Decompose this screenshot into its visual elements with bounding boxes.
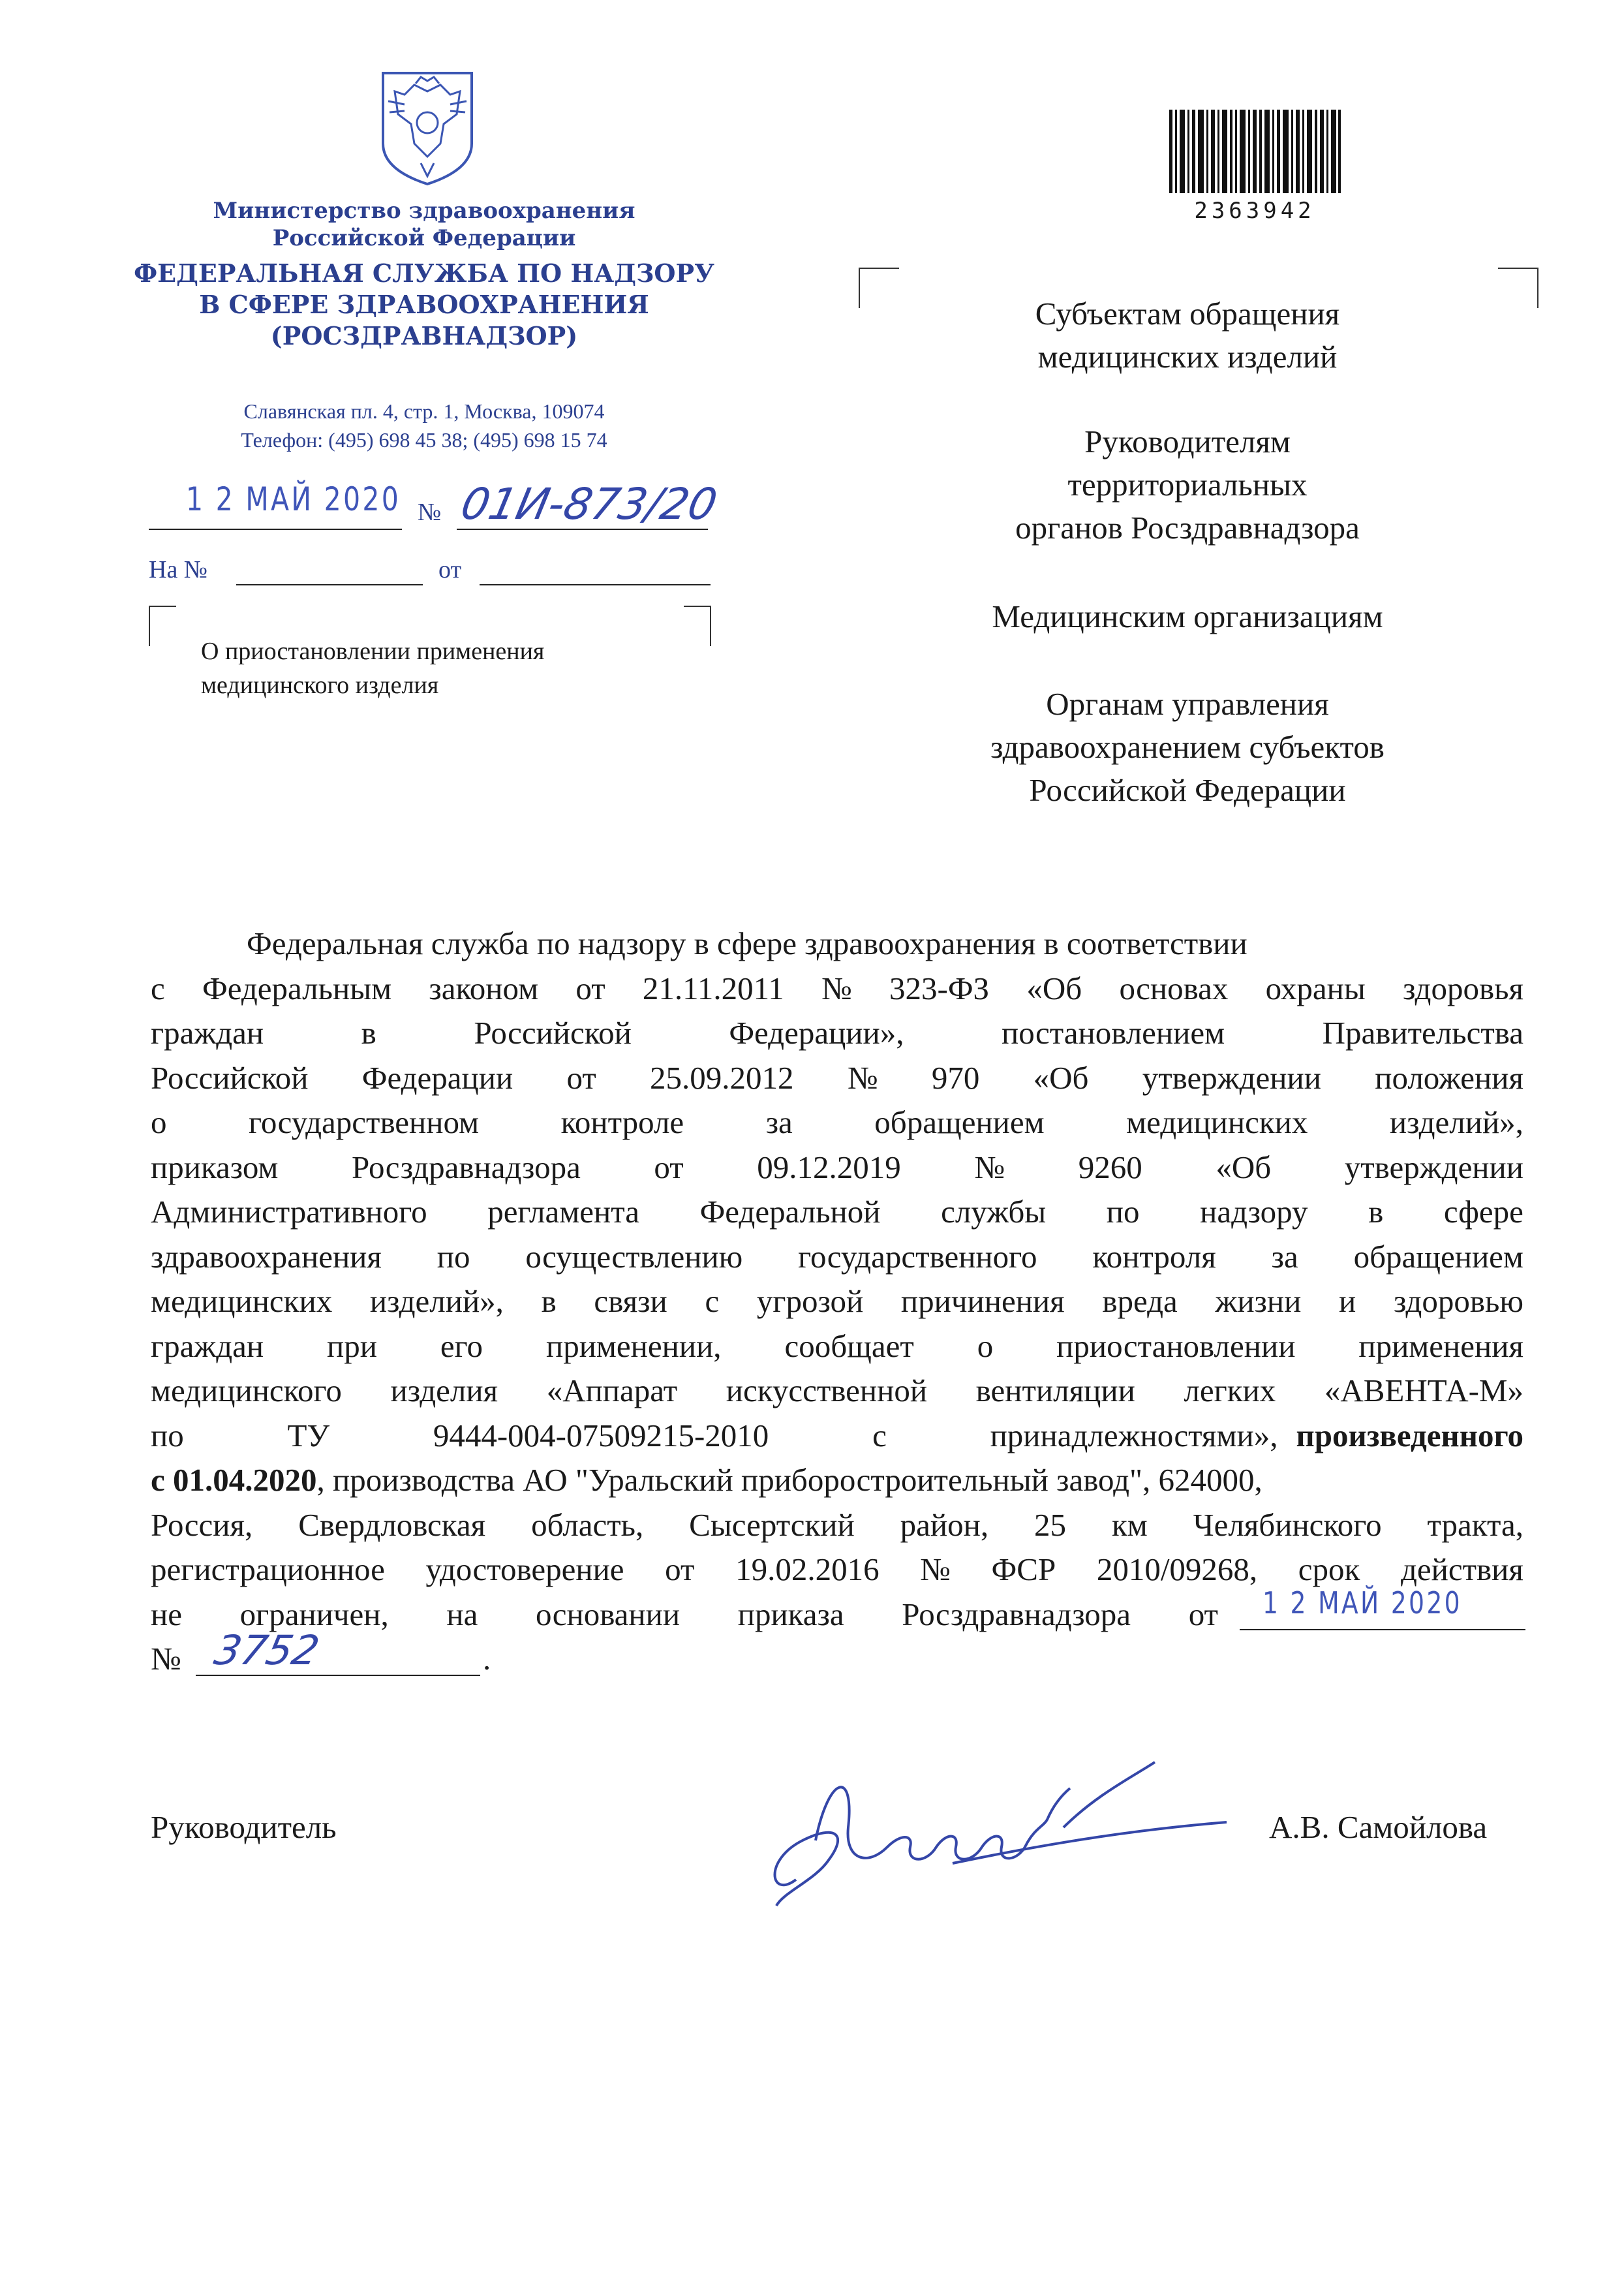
word: осуществлению <box>525 1239 743 1275</box>
word: № <box>847 1060 878 1096</box>
word: причинения <box>900 1283 1065 1319</box>
word: Росздравнадзора <box>352 1149 581 1185</box>
order-number-label: № <box>151 1641 181 1677</box>
body-line-12 <box>151 1414 1523 1459</box>
body-line-13-plain: , производства АО "Уральский приборостроительный завод", 624000, <box>316 1462 1263 1498</box>
recipient-1-line-2: медицинских изделий <box>1037 339 1338 375</box>
word: положения <box>1375 1060 1523 1096</box>
word: удостоверение <box>425 1551 624 1587</box>
word: контроле <box>560 1104 684 1140</box>
word: здоровью <box>1393 1283 1523 1319</box>
word: от <box>566 1060 596 1096</box>
reference-label: На № <box>149 556 208 583</box>
word: регламента <box>487 1194 639 1230</box>
word: приказа <box>737 1596 844 1632</box>
word: здравоохранения <box>151 1239 382 1275</box>
word: действия <box>1400 1551 1523 1587</box>
word: изделия <box>390 1373 498 1408</box>
word: тракта, <box>1427 1507 1523 1543</box>
word: ограничен, <box>239 1596 389 1632</box>
word: с <box>151 970 165 1006</box>
reference-from-label: от <box>438 556 462 583</box>
order-date-underline <box>1240 1629 1525 1630</box>
word: ТУ <box>287 1418 330 1453</box>
word: утверждении <box>1142 1060 1321 1096</box>
word: вреда <box>1102 1283 1178 1319</box>
signatory-name: А.В. Самойлова <box>1269 1809 1488 1845</box>
word: приказом <box>151 1149 279 1185</box>
word: в <box>1368 1194 1384 1230</box>
word: по <box>1106 1194 1140 1230</box>
recipient-2-line-2: территориальных <box>1067 467 1308 503</box>
word: № <box>920 1551 951 1587</box>
word: 9260 <box>1078 1149 1142 1185</box>
word: связи <box>594 1283 667 1319</box>
word: «АВЕНТА-М» <box>1324 1373 1523 1408</box>
word: государственного <box>798 1239 1037 1275</box>
word: № <box>974 1149 1005 1185</box>
word: медицинских <box>1126 1104 1308 1140</box>
word: искусственной <box>726 1373 928 1408</box>
word: постановлением <box>1002 1015 1225 1051</box>
word: вентиляции <box>975 1373 1135 1408</box>
recipient-3-line-1: Медицинским организациям <box>992 598 1383 634</box>
body-line-14 <box>151 1503 1523 1548</box>
word: контроля <box>1092 1239 1216 1275</box>
word: «Об <box>1026 970 1082 1006</box>
word: применения <box>1358 1328 1523 1364</box>
body-line-7 <box>151 1190 1523 1235</box>
word: охраны <box>1265 970 1366 1006</box>
word: медицинских <box>151 1283 333 1319</box>
word: жизни <box>1215 1283 1302 1319</box>
recipient-2-line-1: Руководителям <box>1084 424 1291 459</box>
order-number-period: . <box>483 1641 491 1677</box>
word: Федеральной <box>699 1194 881 1230</box>
barcode-number: 2363942 <box>1194 198 1315 224</box>
recipient-4-line-3: Российской Федерации <box>1029 772 1346 808</box>
recipient-4-line-2: здравоохранением субъектов <box>990 729 1385 765</box>
word: легких <box>1184 1373 1276 1408</box>
word: Свердловская <box>298 1507 486 1543</box>
service-line-2: В СФЕРЕ ЗДРАВООХРАНЕНИЯ <box>199 290 649 319</box>
body-line-3 <box>151 1011 1523 1056</box>
word: принадлежностями», <box>990 1418 1278 1453</box>
word: Челябинского <box>1193 1507 1382 1543</box>
word: с <box>705 1283 720 1319</box>
word: регистрационное <box>151 1551 385 1587</box>
word: обращением <box>874 1104 1045 1140</box>
body-line-6 <box>151 1145 1523 1190</box>
word: Федерации», <box>729 1015 904 1051</box>
word: службы <box>941 1194 1047 1230</box>
word: угрозой <box>756 1283 864 1319</box>
word: 25.09.2012 <box>650 1060 794 1096</box>
word: на <box>446 1596 478 1632</box>
word: срок <box>1298 1551 1360 1587</box>
body-line-13 <box>151 1458 1523 1503</box>
body-line-2 <box>151 967 1523 1012</box>
body-line-1 <box>247 922 1523 967</box>
body-line-11 <box>151 1369 1523 1414</box>
body-line-12-plain <box>151 1414 1278 1459</box>
word: за <box>765 1104 793 1140</box>
body-line-12-bold: произведенного <box>1296 1418 1523 1453</box>
word: 323-ФЗ <box>889 970 990 1006</box>
word: № <box>821 970 852 1006</box>
word: Федеральным <box>202 970 392 1006</box>
word: 2010/09268, <box>1096 1551 1258 1587</box>
word: применении, <box>545 1328 722 1364</box>
address: Славянская пл. 4, стр. 1, Москва, 109074 <box>243 399 605 423</box>
word: «Об <box>1033 1060 1089 1096</box>
subject-line-1: О приостановлении применения <box>201 638 545 665</box>
recipient-2-line-3: органов Росздравнадзора <box>1015 510 1360 546</box>
word: 9444-004-07509215-2010 <box>433 1418 769 1453</box>
word: Российской <box>151 1060 309 1096</box>
word: приостановлении <box>1056 1328 1296 1364</box>
word: изделий», <box>1389 1104 1523 1140</box>
word: в <box>361 1015 376 1051</box>
word: о <box>977 1328 994 1364</box>
word: «Об <box>1216 1149 1272 1185</box>
word: ФСР <box>991 1551 1056 1587</box>
word: 970 <box>931 1060 980 1096</box>
service-line-1: ФЕДЕРАЛЬНАЯ СЛУЖБА ПО НАДЗОРУ <box>134 258 714 288</box>
word: изделий», <box>369 1283 504 1319</box>
word: Федерации <box>361 1060 513 1096</box>
word: «Аппарат <box>546 1373 678 1408</box>
word: Российской <box>474 1015 632 1051</box>
word: здоровья <box>1403 970 1523 1006</box>
word: Правительства <box>1322 1015 1523 1051</box>
recipient-1-line-1: Субъектам обращения <box>1035 296 1340 332</box>
word: за <box>1271 1239 1298 1275</box>
word: при <box>327 1328 377 1364</box>
recipient-4-line-1: Органам управления <box>1046 686 1329 722</box>
word: в <box>541 1283 557 1319</box>
word: 09.12.2019 <box>757 1149 901 1185</box>
subject-line-2: медицинского изделия <box>201 672 439 699</box>
word: основании <box>536 1596 681 1632</box>
word: государственном <box>249 1104 480 1140</box>
word: от <box>654 1149 684 1185</box>
word: граждан <box>151 1015 264 1051</box>
word: сообщает <box>784 1328 914 1364</box>
signature-scribble <box>757 1749 1227 1919</box>
word: км <box>1111 1507 1148 1543</box>
word: Россия, <box>151 1507 253 1543</box>
body-line-10 <box>151 1324 1523 1369</box>
ministry-line-2: Российской Федерации <box>272 225 576 251</box>
signatory-position: Руководитель <box>151 1809 337 1845</box>
word: граждан <box>151 1328 264 1364</box>
number-sign: № <box>418 499 442 526</box>
body-line-9 <box>151 1279 1523 1324</box>
word: надзору <box>1200 1194 1308 1230</box>
body-line-13-bold: с 01.04.2020 <box>151 1462 317 1498</box>
phone: Телефон: (495) 698 45 38; (495) 698 15 74 <box>241 428 607 452</box>
word: от <box>665 1551 695 1587</box>
word: от <box>575 970 605 1006</box>
body-line-5 <box>151 1100 1523 1145</box>
word: не <box>151 1596 182 1632</box>
word: сфере <box>1443 1194 1523 1230</box>
word: утверждении <box>1344 1149 1523 1185</box>
ministry-line-1: Министерство здравоохранения <box>213 198 635 224</box>
word: обращением <box>1353 1239 1523 1275</box>
word: 21.11.2011 <box>642 970 784 1006</box>
word: законом <box>429 970 539 1006</box>
registration-date-stamp: 1 2 МАЙ 2020 <box>186 480 401 518</box>
order-number-underline <box>196 1675 480 1676</box>
word: Росздравнадзора <box>902 1596 1131 1632</box>
word: по <box>151 1418 184 1453</box>
word: Сысертский <box>689 1507 855 1543</box>
order-date-stamp: 1 2 МАЙ 2020 <box>1263 1585 1462 1621</box>
word: по <box>436 1239 470 1275</box>
order-number-handwritten: 3752 <box>210 1626 324 1674</box>
body-line-8 <box>151 1235 1523 1280</box>
word: основах <box>1119 970 1229 1006</box>
registration-number-handwritten: 01И-873/20 <box>456 479 722 529</box>
word: и <box>1339 1283 1356 1319</box>
word: область, <box>531 1507 644 1543</box>
word: его <box>440 1328 483 1364</box>
service-line-3: (РОСЗДРАВНАДЗОР) <box>270 321 578 350</box>
body-line-4 <box>151 1056 1523 1101</box>
word: 19.02.2016 <box>735 1551 880 1587</box>
word: район, <box>900 1507 989 1543</box>
word: 25 <box>1034 1507 1067 1543</box>
word: Административного <box>151 1194 427 1230</box>
body-line-1-text: Федеральная служба по надзору в сфере здравоохранения в соответствии <box>247 925 1247 961</box>
word: медицинского <box>151 1373 342 1408</box>
word: с <box>872 1418 887 1453</box>
word: о <box>151 1104 167 1140</box>
word: от <box>1188 1596 1218 1632</box>
